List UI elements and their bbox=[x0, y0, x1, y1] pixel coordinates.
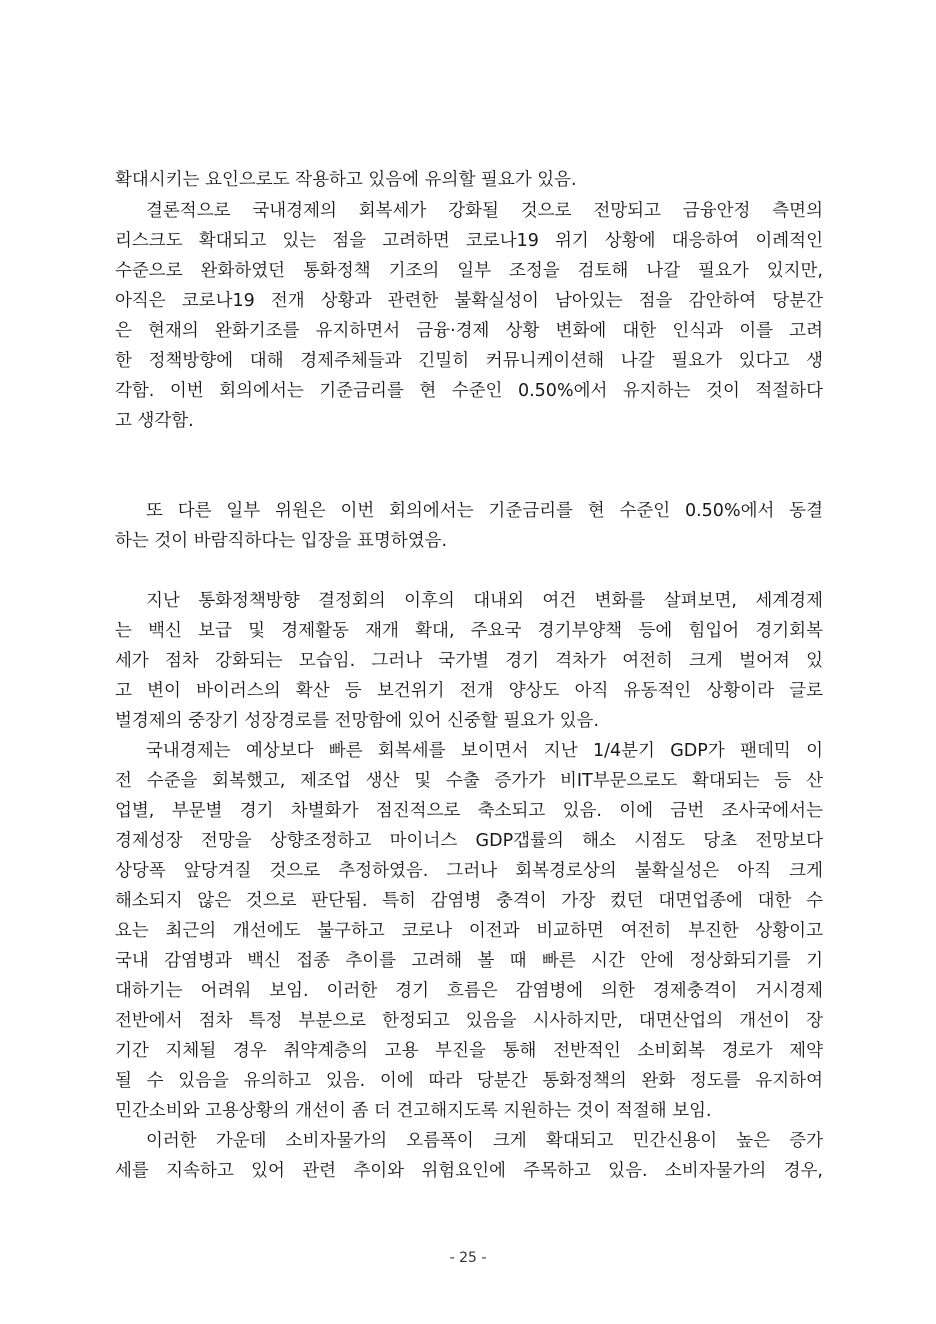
text-line: 상당폭 앞당겨질 것으로 추정하였음. 그러나 회복경로상의 불확실성은 아직 크게 bbox=[115, 861, 823, 881]
text-line: 또 다른 일부 위원은 이번 회의에서는 기준금리를 현 수준인 0.50%에서 동결 bbox=[146, 501, 823, 521]
page-number: - 25 - bbox=[449, 1250, 487, 1266]
text-line: 수준으로 완화하였던 통화정책 기조의 일부 조정을 검토해 나갈 필요가 있지만, bbox=[115, 261, 823, 281]
text-line: 하는 것이 바람직하다는 입장을 표명하였음. bbox=[115, 531, 448, 551]
text-line: 각함. 이번 회의에서는 기준금리를 현 수준인 0.50%에서 유지하는 것이 적절하다 bbox=[115, 381, 823, 401]
text-line: 요는 최근의 개선에도 불구하고 코로나 이전과 비교하면 여전히 부진한 상황이고 bbox=[115, 921, 823, 941]
text-line: 는 백신 보급 및 경제활동 재개 확대, 주요국 경기부양책 등에 힘입어 경기회복 bbox=[115, 621, 823, 641]
text-line: 벌경제의 중장기 성장경로를 전망함에 있어 신중할 필요가 있음. bbox=[115, 711, 600, 731]
text-line: 전반에서 점차 특정 부분으로 한정되고 있음을 시사하지만, 대면산업의 개선이 장 bbox=[115, 1011, 823, 1031]
text-line: 경제성장 전망을 상향조정하고 마이너스 GDP갭률의 해소 시점도 당초 전망보다 bbox=[115, 831, 823, 851]
text-line: 전 수준을 회복했고, 제조업 생산 및 수출 증가가 비IT부문으로도 확대되는 등 산 bbox=[115, 771, 824, 791]
text-line: 국내 감염병과 백신 접종 추이를 고려해 볼 때 빠른 시간 안에 정상화되기를 기 bbox=[115, 951, 823, 971]
text-line: 은 현재의 완화기조를 유지하면서 금융·경제 상황 변화에 대한 인식과 이를 고려 bbox=[115, 321, 823, 341]
text-line: 대하기는 어려워 보임. 이러한 경기 흐름은 감염병에 의한 경제충격이 거시경제 bbox=[115, 981, 823, 1001]
text-line: 지난 통화정책방향 결정회의 이후의 대내외 여건 변화를 살펴보면, 세계경제 bbox=[146, 591, 823, 611]
text-line: 세를 지속하고 있어 관련 추이와 위험요인에 주목하고 있음. 소비자물가의 경우, bbox=[115, 1161, 823, 1181]
text-line: 될 수 있음을 유의하고 있음. 이에 따라 당분간 통화정책의 완화 정도를 유지하여 bbox=[115, 1071, 823, 1091]
text-line: 한 정책방향에 대해 경제주체들과 긴밀히 커뮤니케이션해 나갈 필요가 있다고 생 bbox=[115, 351, 823, 371]
text-line: 이러한 가운데 소비자물가의 오름폭이 크게 확대되고 민간신용이 높은 증가 bbox=[146, 1131, 823, 1151]
text-line: 해소되지 않은 것으로 판단됨. 특히 감염병 충격이 가장 컸던 대면업종에 대한 수 bbox=[115, 891, 823, 911]
text-line: 업별, 부문별 경기 차별화가 점진적으로 축소되고 있음. 이에 금번 조사국에서는 bbox=[115, 801, 823, 821]
text-line: 기간 지체될 경우 취약계층의 고용 부진을 통해 전반적인 소비회복 경로가 제약 bbox=[115, 1041, 823, 1061]
text-line: 국내경제는 예상보다 빠른 회복세를 보이면서 지난 1/4분기 GDP가 팬데믹 이 bbox=[146, 741, 823, 761]
text-line: 확대시키는 요인으로도 작용하고 있음에 유의할 필요가 있음. bbox=[115, 170, 577, 190]
text-line: 리스크도 확대되고 있는 점을 고려하면 코로나19 위기 상황에 대응하여 이례적인 bbox=[115, 231, 823, 251]
text-line: 민간소비와 고용상황의 개선이 좀 더 견고해지도록 지원하는 것이 적절해 보임. bbox=[115, 1101, 712, 1121]
text-line: 세가 점차 강화되는 모습임. 그러나 국가별 경기 격차가 여전히 크게 벌어져 있 bbox=[115, 651, 823, 671]
text-line: 고 변이 바이러스의 확산 등 보건위기 전개 양상도 아직 유동적인 상황이라 글로 bbox=[115, 681, 823, 701]
text-line: 결론적으로 국내경제의 회복세가 강화될 것으로 전망되고 금융안정 측면의 bbox=[146, 201, 823, 221]
text-line: 아직은 코로나19 전개 상황과 관련한 불확실성이 남아있는 점을 감안하여 당분간 bbox=[115, 291, 823, 311]
text-line: 고 생각함. bbox=[115, 411, 194, 431]
